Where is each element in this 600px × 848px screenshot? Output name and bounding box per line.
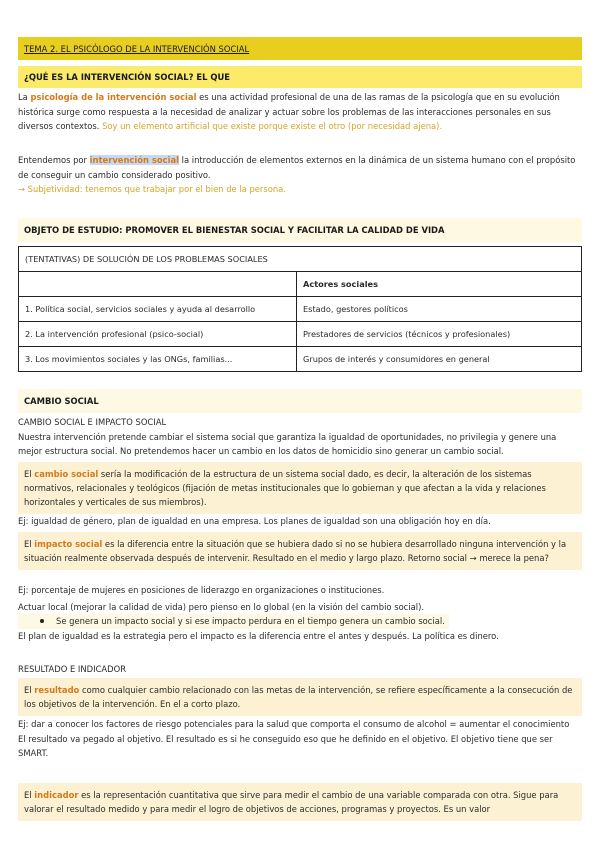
resultado-notes	[18, 717, 582, 761]
table-header-cell: Actores sociales	[297, 272, 582, 297]
term-cambio-social: cambio social	[34, 469, 99, 479]
callout-resultado	[18, 678, 582, 716]
actuar-local: Actuar local (mejorar la calidad de vida) pero pienso en lo global (en la visión del cambio social).	[18, 601, 425, 612]
cambio-paragraph: Nuestra intervención pretende cambiar el sistema social que garantiza la igualdad de oportunidades, no privilegia y genere una mejor estructura social. No pretendemos hacer un cambio en los datos de homicidio sino generar un cambio social.	[18, 431, 557, 457]
table-cell: 1. Política social, servicios sociales y ayuda al desarrollo	[19, 297, 297, 322]
term-impacto-social: impacto social	[34, 539, 103, 549]
objeto-heading: OBJETO DE ESTUDIO: PROMOVER EL BIENESTAR SOCIAL Y FACILITAR LA CALIDAD DE VIDA	[18, 218, 582, 242]
term-intervencion-social-selected[interactable]: intervención social	[89, 155, 179, 165]
callout-cambio-social	[18, 462, 582, 514]
table-header-row	[19, 272, 582, 297]
bullet-text: Se genera un impacto social y si ese impacto perdura en el tiempo genera un cambio social.	[56, 616, 445, 627]
resultado-paragraph: El resultado va pegado al objetivo. El resultado es si he conseguido eso que he definido en el objetivo. El objetivo tiene que ser SMART.	[18, 733, 553, 759]
document-title	[18, 37, 582, 60]
text: La	[18, 92, 31, 102]
text: El	[24, 469, 35, 479]
text: sería la modificación de la estructura de un sistema social dado, es decir, la alteración de los sistemas normativos, relacionales y teológicos (fijación de metas institucionales que lo gobiernan y que afectan a la vida y relaciones horizontales y verticales de sus miembros).	[24, 469, 546, 507]
text: Entendemos por	[18, 155, 90, 165]
text: la introducción de elementos externos en la dinámica de un sistema humano con el propósito de conseguir un cambio considerado positivo.	[18, 155, 576, 180]
example-igualdad: Ej: igualdad de género, plan de igualdad en una empresa. Los planes de igualdad son una obligación hoy en día.	[18, 516, 491, 526]
text: El	[24, 685, 35, 695]
table-cell: Estado, gestores políticos	[297, 297, 582, 322]
resultado-heading: RESULTADO E INDICADOR	[18, 664, 127, 674]
table-row	[19, 347, 582, 372]
table-cell: 3. Los movimientos sociales y las ONGs, familias...	[19, 347, 297, 372]
bullet-item	[18, 614, 582, 629]
term-indicador: indicador	[34, 790, 79, 800]
table-header-cell	[19, 272, 297, 297]
paragraph-entendemos	[18, 153, 582, 197]
text: como cualquier cambio relacionado con las metas de la intervención, se refiere específicamente a la consecución de los objetivos de la intervención. En el a corto plazo.	[24, 685, 573, 709]
section-heading-que-es: ¿QUÉ ES LA INTERVENCIÓN SOCIAL? EL QUE	[18, 66, 582, 88]
bullet-icon	[40, 619, 44, 623]
text: El	[24, 790, 35, 800]
table-caption: (TENTATIVAS) DE SOLUCIÓN DE LOS PROBLEMAS SOCIALES	[19, 247, 582, 272]
example-mujeres: Ej: porcentaje de mujeres en posiciones de liderazgo en organizaciones o instituciones.	[18, 585, 385, 595]
text: es la representación cuantitativa que sirve para medir el cambio de una variable comparada con otra. Sigue para valorar el resultado medido y para medir el logro de objetivos de acciones, programas y proyectos. Es un valor	[24, 790, 559, 814]
table-cell: Prestadores de servicios (técnicos y profesionales)	[297, 322, 582, 347]
text: es la diferencia entre la situación que se hubiera dado si no se hubiera desarrollado ninguna intervención y la situación realmente observada después de intervenir. Resultado en el medio y largo plazo. Retorno social → merece la pena?	[24, 539, 567, 563]
table-row	[19, 297, 582, 322]
impacto-notes	[18, 583, 582, 643]
text: El	[24, 539, 35, 549]
solutions-table	[18, 246, 582, 372]
plan-igualdad: El plan de igualdad es la estrategia pero el impacto es la diferencia entre el antes y después. La política es dinero.	[18, 630, 499, 641]
term-psicologia-intervencion: psicología de la intervención social	[30, 92, 197, 102]
text: es una actividad profesional de una de las ramas de la psicología que en su evolución histórica surge como respuesta a la necesidad de analizar y actuar sobre los problemas de las interacciones personales en sus diversos contextos.	[18, 92, 560, 132]
term-resultado: resultado	[34, 685, 80, 695]
table-caption-row	[19, 247, 582, 272]
note-subjetividad: → Subjetividad: tenemos que trabajar por el bien de la persona.	[18, 184, 286, 195]
note-artificial: Soy un elemento artificial que existe porque existe el otro (por necesidad ajena).	[102, 121, 443, 132]
table-cell: 2. La intervención profesional (psico-social)	[19, 322, 297, 347]
table-row	[19, 322, 582, 347]
cambio-subheading: CAMBIO SOCIAL E IMPACTO SOCIAL	[18, 417, 167, 427]
cambio-social-block	[18, 415, 582, 459]
example-alcohol: Ej: dar a conocer los factores de riesgo potenciales para la salud que comporta el consumo de alcohol = aumentar el conocimiento	[18, 719, 570, 729]
table-cell: Grupos de interés y consumidores en general	[297, 347, 582, 372]
callout-indicador	[18, 783, 582, 821]
title-text: TEMA 2. EL PSICÓLOGO DE LA INTERVENCIÓN SOCIAL	[24, 43, 250, 54]
callout-impacto-social	[18, 532, 582, 570]
cambio-social-heading: CAMBIO SOCIAL	[18, 389, 582, 413]
paragraph-psicologia	[18, 90, 582, 134]
